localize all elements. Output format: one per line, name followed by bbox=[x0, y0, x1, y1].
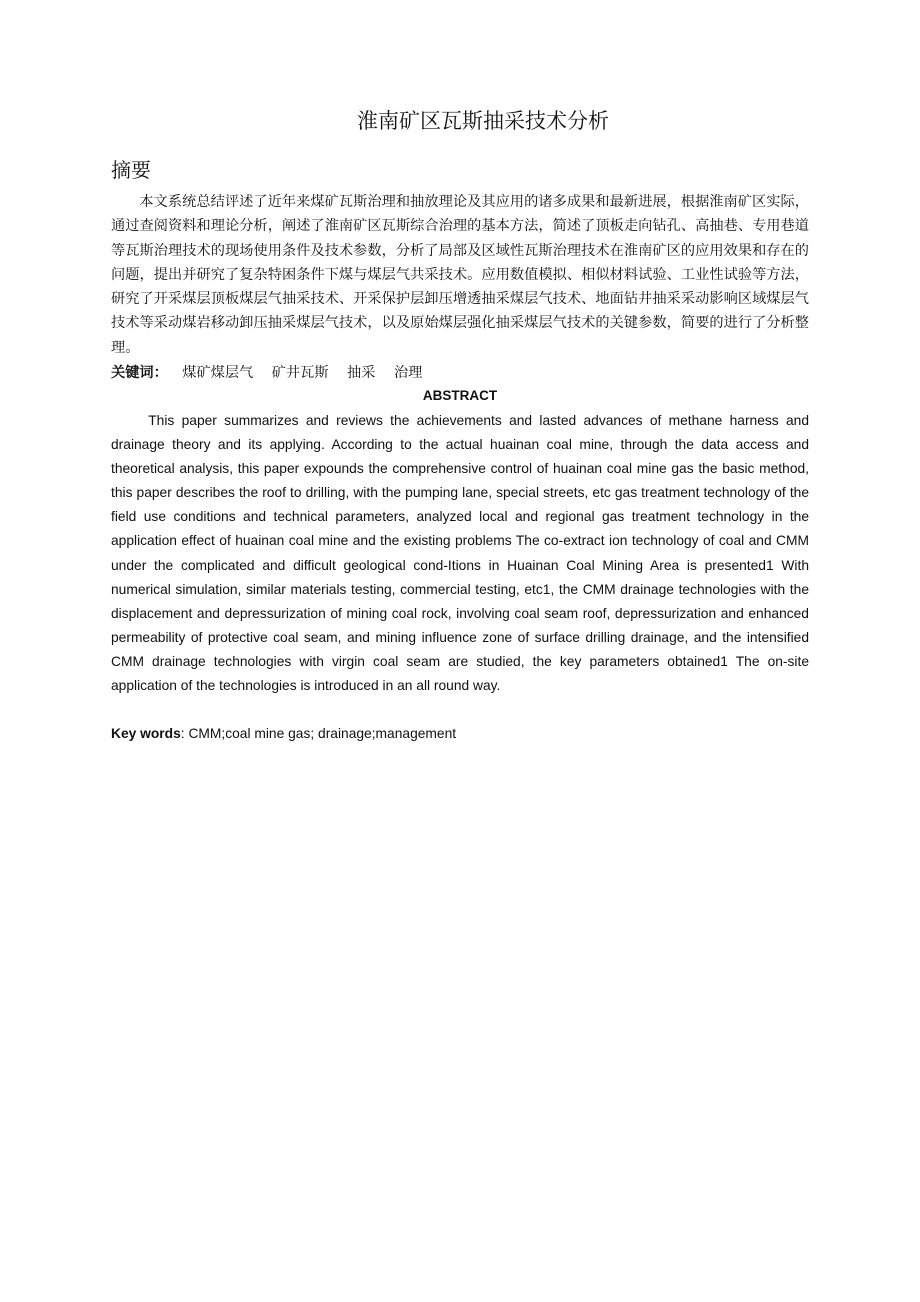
keyword-cn-item: 抽采 bbox=[347, 365, 376, 381]
abstract-heading-en: ABSTRACT bbox=[422, 388, 498, 403]
keywords-en bbox=[111, 722, 809, 746]
keyword-cn-item: 矿井瓦斯 bbox=[271, 365, 329, 381]
keywords-cn bbox=[111, 362, 809, 384]
keywords-cn-label: 关键词： bbox=[111, 365, 168, 381]
abstract-heading-cn: 摘要 bbox=[111, 158, 151, 182]
keywords-en-text: : CMM;coal mine gas; drainage;management bbox=[180, 726, 457, 741]
keyword-cn-item: 治理 bbox=[393, 365, 423, 381]
abstract-body-en: This paper summarizes and reviews the achievements and lasted advances of methane harness and drainage theory and its applying. According to the actual huainan coal mine, through the data access and theoretical analysis, this paper expounds the comprehensive control of huainan coal mine gas the basic method, this paper describes the roof to drilling, with the pumping lane, special streets, etc gas treatment technology of the field use conditions and technical parameters, analyzed local and regional gas treatment technology in the application effect of huainan coal mine and the existing problems The co-extract ion technology of coal and CMM under the complicated and difficult geological cond-Itions in Huainan Coal Mining Area is presented1 With numerical simulation, similar materials testing, commercial testing, etc1, the CMM drainage technologies with the displacement and depressurization of mining coal rock, involving coal seam roof, depressurization and enhanced permeability of protective coal seam, and mining influence zone of surface drilling drainage, and the intensified CMM drainage technologies with virgin coal seam are studied, the key parameters obtained1 The on-site application of the technologies is introduced in an all round way. bbox=[111, 413, 809, 694]
keyword-cn-item: 煤矿煤层气 bbox=[182, 365, 254, 381]
abstract-body-cn: 本文系统总结评述了近年来煤矿瓦斯治理和抽放理论及其应用的诸多成果和最新进展，根据淮南矿区实际，通过查阅资料和理论分析，阐述了淮南矿区瓦斯综合治理的基本方法，简述了顶板走向钻孔、高抽巷、专用巷道等瓦斯治理技术的现场使用条件及技术参数，分析了局部及区域性瓦斯治理技术在淮南矿区的应用效果和存在的问题，提出并研究了复杂特困条件下煤与煤层气共采技术。应用数值模拟、相似材料试验、工业性试验等方法，研究了开采煤层顶板煤层气抽采技术、开采保护层卸压增透抽采煤层气技术、地面钻井抽采采动影响区域煤层气技术等采动煤岩移动卸压抽采煤层气技术，以及原始煤层强化抽采煤层气技术的关键参数，简要的进行了分析整理。 bbox=[111, 194, 809, 356]
paper-title: 淮南矿区瓦斯抽采技术分析 bbox=[357, 109, 609, 133]
keywords-en-label: Key words bbox=[111, 726, 181, 741]
